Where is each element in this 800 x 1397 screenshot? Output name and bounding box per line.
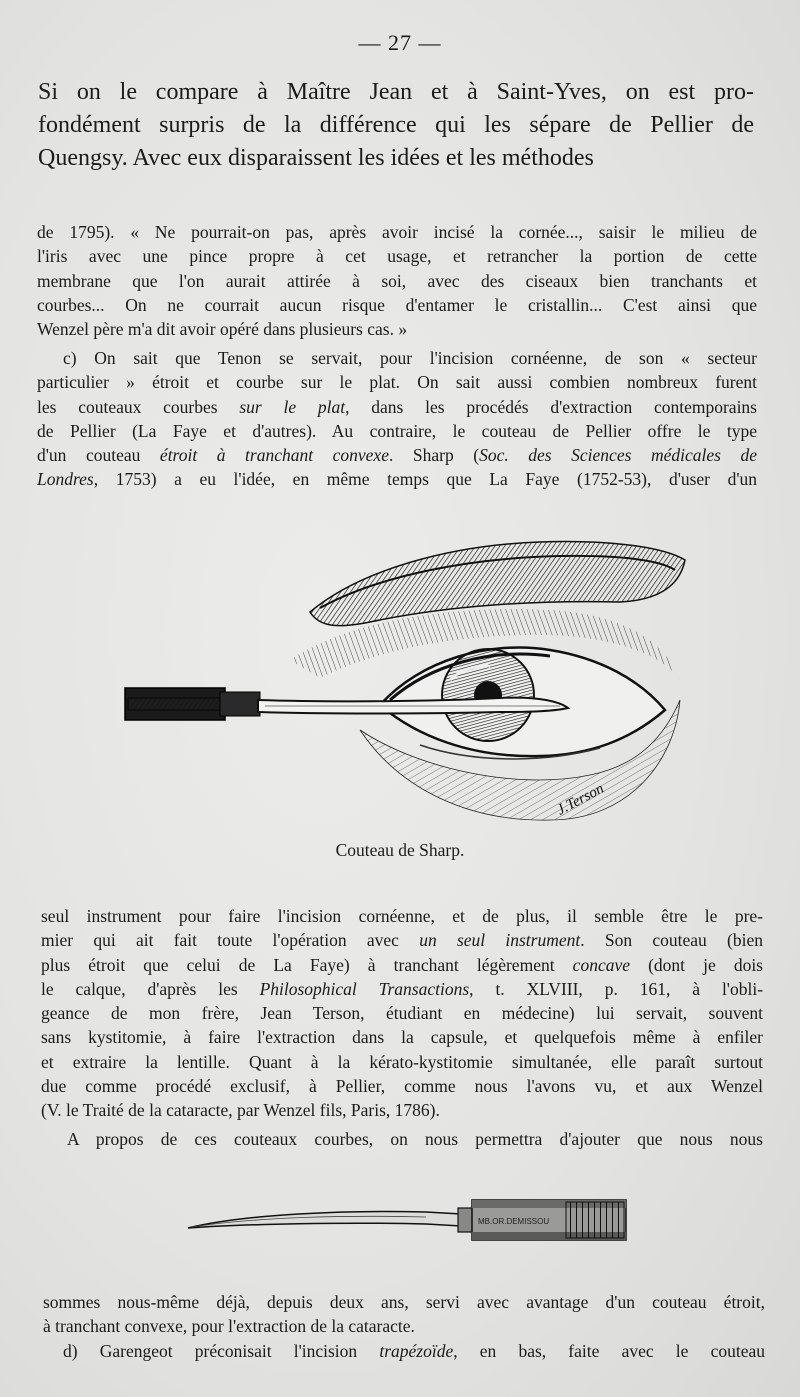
intro-line: Quengsy. Avec eux disparaissent les idées et les méthodes — [38, 145, 594, 171]
text-line: et extraire la lentille. Quant à la kérato-kystitomie simultanée, elle paraît surtout — [41, 1051, 763, 1072]
text-line — [37, 395, 757, 419]
text-line: A propos de ces couteaux courbes, on nous permettra d'ajouter que nous nous — [67, 1129, 763, 1149]
text-run: plus étroit que celui de La Faye) à tranchant légèrement — [41, 954, 573, 975]
text-line: c) On sait que Tenon se servait, pour l'incision cornéenne, de son « secteur — [63, 348, 757, 368]
page-number: — 27 — — [358, 30, 442, 55]
text-run: . Sharp ( — [388, 445, 480, 466]
text-run: . Son couteau (bien — [580, 930, 763, 951]
intro-paragraph — [38, 76, 754, 175]
artist-signature: J.Terson — [554, 780, 607, 819]
narrow-knife-illustration — [186, 1190, 631, 1250]
section-c-paragraph — [37, 346, 757, 492]
text-line: seul instrument pour faire l'incision cornéenne, et de plus, il semble être le pre- — [41, 906, 763, 926]
text-line — [41, 977, 763, 1001]
text-line: particulier » étroit et courbe sur le plat. On sait aussi combien nombreux furent — [37, 372, 757, 393]
text-run: le calque, d'après les — [41, 978, 260, 999]
text-line: Wenzel père m'a dit avoir opéré dans plusieurs cas. » — [37, 319, 408, 340]
text-line: l'iris avec une pince propre à cet usage, et retrancher la portion de cette — [37, 246, 757, 267]
text-run: mier qui ait fait toute l'opération avec — [41, 930, 420, 951]
text-line — [41, 953, 763, 977]
text-line: courbes... On ne courrait aucun risque d'entamer le cristallin... C'est ainsi que — [37, 294, 757, 315]
text-run: , dans les procédés d'extraction contemporains — [345, 396, 757, 417]
maker-mark: MB.OR.DEMISSOU — [478, 1217, 550, 1226]
italic-run: Soc. des Sciences médicales de — [479, 445, 757, 466]
text-run: (dont je dois — [630, 954, 763, 975]
text-line: de 1795). « Ne pourrait-on pas, après avoir incisé la cornée..., saisir le milieu de — [37, 222, 757, 242]
italic-run: Philosophical Transactions — [259, 978, 470, 999]
intro-line: Si on le compare à Maître Jean et à Saint-Yves, on est pro- — [38, 79, 754, 105]
text-run: d'un couteau — [37, 445, 160, 466]
text-run: , 1753) a eu l'idée, en même temps que La Faye (1752-53), d'user d'un — [93, 469, 757, 490]
closing-paragraph — [43, 1290, 765, 1363]
text-run: les couteaux courbes — [37, 396, 240, 417]
quote-paragraph — [37, 220, 757, 341]
text-line: à tranchant convexe, pour l'extraction de la cataracte. — [43, 1316, 415, 1337]
italic-run: concave — [572, 954, 630, 975]
intro-line: fondément surpris de la différence qui les sépare de Pellier de — [38, 112, 754, 138]
italic-run: trapézoïde — [379, 1340, 454, 1361]
text-run: , en bas, faite avec le couteau — [453, 1340, 765, 1361]
text-line — [41, 928, 763, 952]
text-line — [43, 1339, 765, 1363]
curved-knives-paragraph — [41, 1127, 763, 1151]
text-line: de Pellier (La Faye et d'autres). Au contraire, le couteau de Pellier offre le type — [37, 420, 757, 441]
text-line: sommes nous-même déjà, depuis deux ans, servi avec avantage d'un couteau étroit, — [43, 1292, 765, 1312]
text-line — [37, 443, 757, 467]
text-line — [37, 467, 757, 491]
text-line: geance de mon frère, Jean Terson, étudiant en médecine) lui servait, souvent — [41, 1003, 763, 1024]
italic-run: Londres — [37, 469, 94, 490]
figure-caption: Couteau de Sharp. — [335, 840, 465, 860]
text-run: , t. XLVIII, p. 161, à l'obli- — [469, 978, 763, 999]
text-line: membrane que l'on aurait attirée à soi, avec des ciseaux bien tranchants et — [37, 270, 757, 291]
text-run: d) Garengeot préconisait l'incision — [63, 1340, 380, 1361]
eye-knife-illustration — [120, 530, 700, 830]
text-line: (V. le Traité de la cataracte, par Wenzel fils, Paris, 1786). — [41, 1100, 440, 1121]
italic-run: un seul instrument — [419, 930, 581, 951]
sharp-paragraph — [41, 904, 763, 1123]
italic-run: étroit à tranchant convexe — [159, 445, 389, 466]
italic-run: sur le plat — [239, 396, 346, 417]
text-line: due comme procédé exclusif, à Pellier, comme nous l'avons vu, et aux Wenzel — [41, 1076, 763, 1097]
text-line: sans kystitomie, à faire l'extraction dans la capsule, et quelquefois même à enfiler — [41, 1027, 763, 1048]
